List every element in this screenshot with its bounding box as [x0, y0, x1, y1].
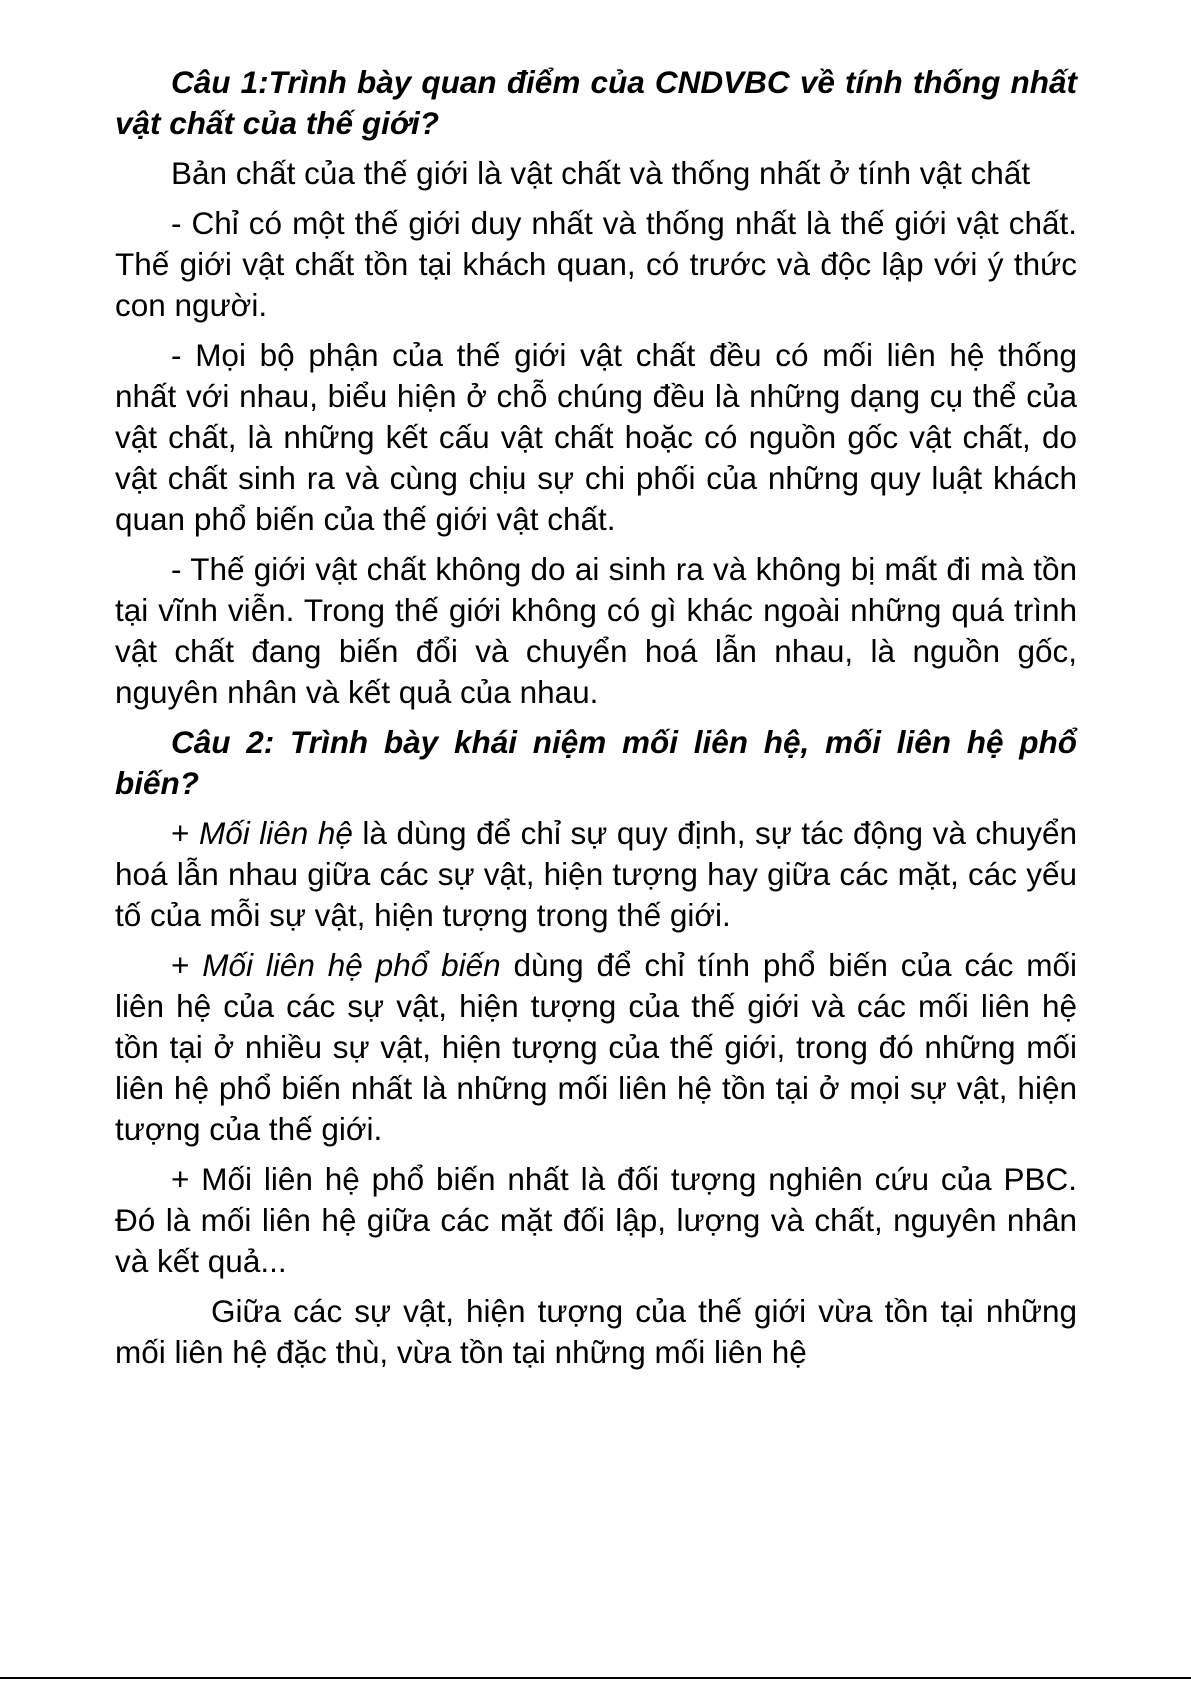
footer-divider: [0, 1677, 1191, 1679]
definition-2-text: dùng để chỉ tính phổ biến của các mối liên hệ của các sự vật, hiện tượng của thế giới và các mối liên hệ tồn tại ở nhiều sự vật, hiện tượng của thế giới, trong đó những mối liên hệ phổ biến nhất là những mối liên hệ tồn tại ở mọi sự vật, hiện tượng của thế giới.: [115, 947, 1077, 1147]
definition-1-term: Mối liên hệ: [198, 815, 353, 851]
definition-1-text: là dùng để chỉ sự quy định, sự tác động và chuyển hoá lẫn nhau giữa các sự vật, hiện tượng hay giữa các mặt, các yếu tố của mỗi sự vật, hiện tượng trong thế giới.: [115, 815, 1077, 933]
question-1-point-2: - Mọi bộ phận của thế giới vật chất đều có mối liên hệ thống nhất với nhau, biểu hiện ở chỗ chúng đều là những dạng cụ thể của vật chất, là những kết cấu vật chất hoặc có nguồn gốc vật chất, do vật chất sinh ra và cùng chịu sự chi phối của những quy luật khách quan phổ biến của thế giới vật chất.: [115, 337, 1077, 537]
page-content: [115, 62, 1077, 1382]
question-2-point-4: Giữa các sự vật, hiện tượng của thế giới vừa tồn tại những mối liên hệ đặc thù, vừa tồn tại những mối liên hệ: [115, 1293, 1077, 1370]
definition-2-prefix: +: [171, 947, 203, 983]
definition-2-term: Mối liên hệ phổ biến: [202, 947, 501, 983]
question-1-point-1: - Chỉ có một thế giới duy nhất và thống nhất là thế giới vật chất. Thế giới vật chất tồn tại khách quan, có trước và độc lập với ý thức con người.: [115, 205, 1077, 323]
definition-1-prefix: +: [171, 815, 199, 851]
question-2-definition-1: [115, 813, 1077, 936]
question-1-intro: Bản chất của thế giới là vật chất và thống nhất ở tính vật chất: [171, 155, 1031, 191]
question-1-title: Câu 1:Trình bày quan điểm của CNDVBC về tính thống nhất vật chất của thế giới?: [115, 64, 1077, 141]
question-2-point-3: + Mối liên hệ phổ biến nhất là đối tượng nghiên cứu của PBC. Đó là mối liên hệ giữa các mặt đối lập, lượng và chất, nguyên nhân và kết quả...: [115, 1161, 1077, 1279]
question-2-definition-2: [115, 945, 1077, 1150]
question-1-point-3: - Thế giới vật chất không do ai sinh ra và không bị mất đi mà tồn tại vĩnh viễn. Trong thế giới không có gì khác ngoài những quá trình vật chất đang biến đổi và chuyển hoá lẫn nhau, là nguồn gốc, nguyên nhân và kết quả của nhau.: [115, 551, 1077, 710]
question-2-title: Câu 2: Trình bày khái niệm mối liên hệ, mối liên hệ phổ biến?: [115, 724, 1077, 801]
